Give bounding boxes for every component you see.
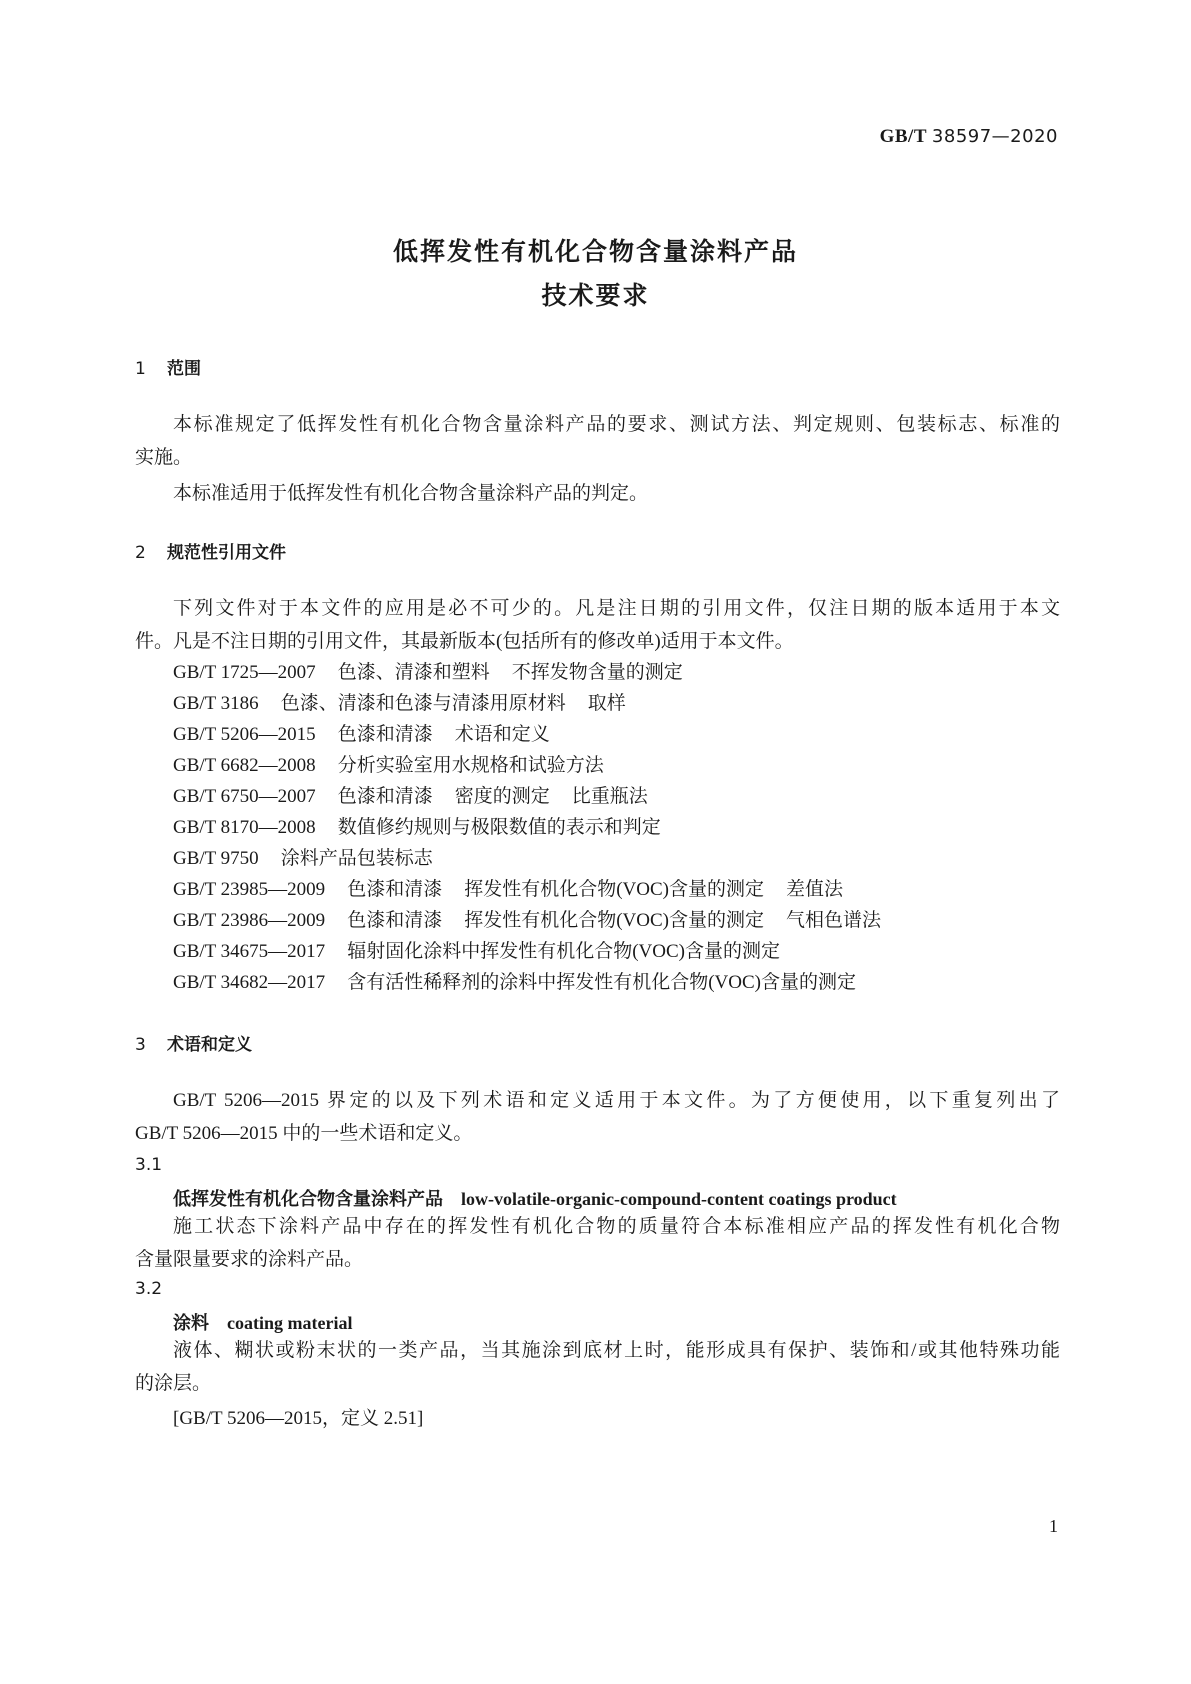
- reference-title: 色漆和清漆: [337, 786, 433, 807]
- reference-code: GB/T 34675—2017: [173, 941, 326, 962]
- section-3-number: 3: [135, 1035, 146, 1055]
- page-number: 1: [1049, 1516, 1058, 1536]
- section-1-number: 1: [135, 359, 146, 379]
- reference-code: GB/T 3186: [173, 693, 259, 714]
- reference-item: [173, 843, 433, 870]
- reference-title: 数值修约规则与极限数值的表示和判定: [337, 817, 661, 838]
- term-3-2-number: 3.2: [135, 1279, 163, 1299]
- reference-title: 色漆和清漆: [347, 879, 443, 900]
- reference-subtitle-2: 比重瓶法: [571, 786, 648, 807]
- reference-title: 辐射固化涂料中挥发性有机化合物(VOC)含量的测定: [347, 941, 780, 962]
- term-3-2-def-line2: 的涂层。: [135, 1373, 212, 1394]
- reference-item: [173, 719, 550, 746]
- reference-item: [173, 750, 604, 777]
- section-3-title: 术语和定义: [167, 1035, 252, 1055]
- term-3-1-heading: [173, 1185, 897, 1211]
- term-3-2-zh: 涂料: [173, 1313, 209, 1334]
- reference-code: GB/T 6750—2007: [173, 786, 316, 807]
- section-2-title: 规范性引用文件: [167, 543, 286, 563]
- reference-item: [173, 874, 843, 901]
- reference-title: 涂料产品包装标志: [280, 848, 433, 869]
- reference-subtitle: 挥发性有机化合物(VOC)含量的测定: [464, 879, 764, 900]
- section-2-number: 2: [135, 543, 146, 563]
- reference-subtitle: 密度的测定: [454, 786, 550, 807]
- reference-subtitle: 术语和定义: [454, 724, 550, 745]
- section-1-p1-line2: 实施。: [135, 447, 193, 468]
- reference-subtitle-2: 气相色谱法: [785, 910, 881, 931]
- term-3-1-def-line1: 施工状态下涂料产品中存在的挥发性有机化合物的质量符合本标准相应产品的挥发性有机化合物: [173, 1216, 1060, 1237]
- section-2-p1-line2: 件。凡是不注日期的引用文件，其最新版本(包括所有的修改单)适用于本文件。: [135, 631, 794, 652]
- section-3-p1-line1: GB/T 5206—2015 界定的以及下列术语和定义适用于本文件。为了方便使用，以下重复列出了: [173, 1090, 1060, 1111]
- reference-item: [173, 657, 683, 684]
- section-2-heading: [135, 538, 286, 563]
- standard-code: [880, 126, 1058, 148]
- reference-item: [173, 905, 881, 932]
- reference-code: GB/T 9750: [173, 848, 259, 869]
- reference-subtitle: 挥发性有机化合物(VOC)含量的测定: [464, 910, 764, 931]
- reference-code: GB/T 23985—2009: [173, 879, 326, 900]
- reference-code: GB/T 5206—2015: [173, 724, 316, 745]
- reference-subtitle: 取样: [587, 693, 626, 714]
- reference-title: 色漆、清漆和色漆与清漆用原材料: [280, 693, 566, 714]
- section-3-p1-line2: GB/T 5206—2015 中的一些术语和定义。: [135, 1123, 473, 1144]
- reference-item: [173, 812, 661, 839]
- term-3-1-def-line2: 含量限量要求的涂料产品。: [135, 1249, 364, 1270]
- standard-number: 38597—2020: [931, 126, 1058, 147]
- reference-code: GB/T 34682—2017: [173, 972, 326, 993]
- document-title-line1: 低挥发性有机化合物含量涂料产品: [392, 237, 798, 266]
- term-3-2-source: [GB/T 5206—2015，定义 2.51]: [173, 1408, 424, 1429]
- reference-item: [173, 967, 856, 994]
- section-1-heading: [135, 354, 201, 379]
- section-1-paragraph-2: 本标准适用于低挥发性有机化合物含量涂料产品的判定。: [173, 483, 649, 504]
- reference-title: 分析实验室用水规格和试验方法: [337, 755, 604, 776]
- reference-title: 含有活性稀释剂的涂料中挥发性有机化合物(VOC)含量的测定: [347, 972, 856, 993]
- section-3-heading: [135, 1030, 252, 1055]
- document-title-line2: 技术要求: [541, 281, 650, 310]
- reference-title: 色漆和清漆: [337, 724, 433, 745]
- reference-title: 色漆、清漆和塑料: [337, 662, 490, 683]
- term-3-2-heading: [173, 1309, 352, 1335]
- term-3-2-definition: [135, 1334, 1060, 1400]
- section-1-title: 范围: [167, 359, 201, 379]
- term-3-2-en: coating material: [227, 1313, 353, 1333]
- standard-prefix: GB/T: [879, 126, 927, 147]
- section-2-p1-line1: 下列文件对于本文件的应用是必不可少的。凡是注日期的引用文件，仅注日期的版本适用于本文: [173, 598, 1060, 619]
- reference-code: GB/T 1725—2007: [173, 662, 316, 683]
- term-3-1-definition: [135, 1210, 1060, 1276]
- reference-subtitle: 不挥发物含量的测定: [511, 662, 683, 683]
- reference-code: GB/T 23986—2009: [173, 910, 326, 931]
- section-1-paragraph-1: [135, 408, 1060, 474]
- reference-code: GB/T 8170—2008: [173, 817, 316, 838]
- reference-item: [173, 688, 626, 715]
- term-3-1-number: 3.1: [135, 1155, 163, 1175]
- term-3-1-zh: 低挥发性有机化合物含量涂料产品: [173, 1189, 443, 1210]
- term-3-2-def-line1: 液体、糊状或粉末状的一类产品，当其施涂到底材上时，能形成具有保护、装饰和/或其他特殊功能: [173, 1340, 1060, 1361]
- reference-title: 色漆和清漆: [347, 910, 443, 931]
- section-1-p1-line1: 本标准规定了低挥发性有机化合物含量涂料产品的要求、测试方法、判定规则、包装标志、标准的: [173, 414, 1060, 435]
- term-3-1-en: low-volatile-organic-compound-content coatings product: [461, 1189, 897, 1209]
- reference-code: GB/T 6682—2008: [173, 755, 316, 776]
- reference-item: [173, 781, 648, 808]
- reference-subtitle-2: 差值法: [785, 879, 843, 900]
- reference-item: [173, 936, 780, 963]
- section-3-paragraph-1: [135, 1084, 1060, 1150]
- section-2-paragraph-1: [135, 592, 1060, 658]
